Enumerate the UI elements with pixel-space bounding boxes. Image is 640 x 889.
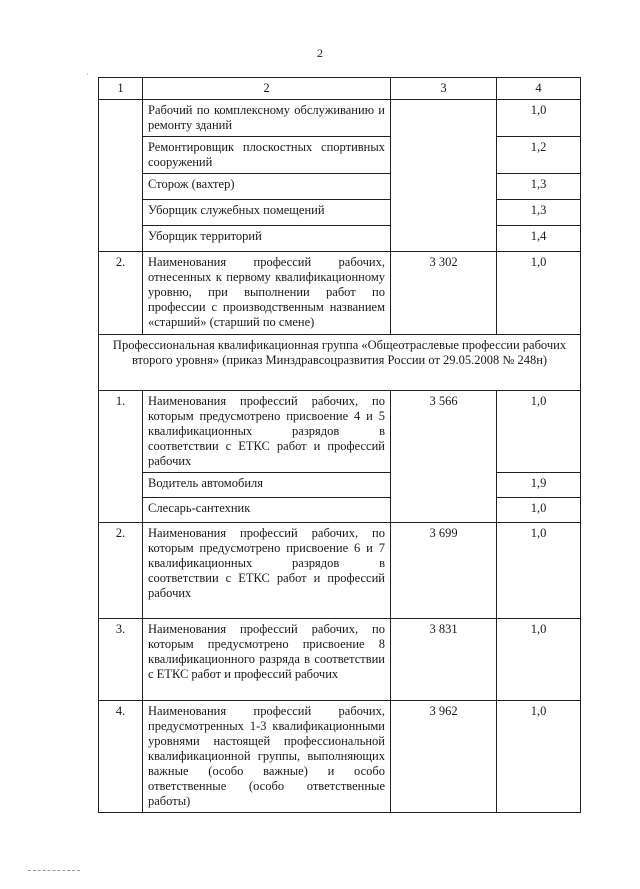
header-row — [99, 78, 581, 100]
table-row — [99, 619, 581, 701]
coef-value: 1,3 — [497, 174, 581, 200]
coef-value: 1,4 — [497, 226, 581, 252]
coef-value: 1,0 — [497, 391, 581, 473]
profession-group-name: Наименования профессий рабочих, по которым предусмотрено присвоение 8 квалификационного разряда в соответствии с ЕТКС работ и профессий рабочих — [143, 619, 391, 701]
group-title: Профессиональная квалификационная группа «Общеотраслевые профессии рабочих второго уровня» (приказ Минздравсоцразвития России от 29.05.2008 № 248н) — [99, 335, 581, 391]
profession-name: Слесарь-сантехник — [143, 498, 391, 523]
table-row — [99, 100, 581, 137]
profession-name: Рабочий по комплексному обслуживанию и ремонту зданий — [143, 100, 391, 137]
row-number: 2. — [99, 252, 143, 335]
coef-value: 1,3 — [497, 200, 581, 226]
salary-value: 3 302 — [391, 252, 497, 335]
row-number: 2. — [99, 523, 143, 619]
coef-value: 1,0 — [497, 619, 581, 701]
table-row — [99, 226, 581, 252]
profession-group-name: Наименования профессий рабочих, предусмотренных 1-3 квалификационными уровнями настоящей профессиональной квалификационной группы, выполняющих важные (особо важные) и особо ответственные (особо ответственные работы) — [143, 701, 391, 813]
salary-value: 3 566 — [391, 391, 497, 523]
header-col-3: 3 — [391, 78, 497, 100]
salary-table — [98, 77, 581, 813]
header-col-2: 2 — [143, 78, 391, 100]
salary-value: 3 962 — [391, 701, 497, 813]
row-number: 1. — [99, 391, 143, 523]
salary-value: 3 699 — [391, 523, 497, 619]
table-row — [99, 137, 581, 174]
table-row — [99, 498, 581, 523]
table-row — [99, 252, 581, 335]
profession-group-name: Наименования профессий рабочих, по которым предусмотрено присвоение 4 и 5 квалификационных разрядов в соответствии с ЕТКС работ и профессий рабочих — [143, 391, 391, 473]
salary-value: 3 831 — [391, 619, 497, 701]
table-row — [99, 701, 581, 813]
scan-edge-mark — [28, 870, 80, 871]
profession-name: Сторож (вахтер) — [143, 174, 391, 200]
coef-value: 1,0 — [497, 701, 581, 813]
row-number: 4. — [99, 701, 143, 813]
profession-group-name: Наименования профессий рабочих, по которым предусмотрено присвоение 6 и 7 квалификационных разрядов в соответствии с ЕТКС работ и профессий рабочих — [143, 523, 391, 619]
profession-name: Ремонтировщик плоскостных спортивных сооружений — [143, 137, 391, 174]
profession-name: Уборщик служебных помещений — [143, 200, 391, 226]
coef-value: 1,0 — [497, 498, 581, 523]
table-row — [99, 391, 581, 473]
table-row — [99, 473, 581, 498]
profession-name: Уборщик территорий — [143, 226, 391, 252]
profession-group-name: Наименования профессий рабочих, отнесенных к первому квалификационному уровню, при выполнении работ по профессии с производственным названием «старший» (старший по смене) — [143, 252, 391, 335]
merged-num-cell — [99, 100, 143, 252]
table-row — [99, 200, 581, 226]
page-number: 2 — [317, 46, 323, 60]
header-col-4: 4 — [497, 78, 581, 100]
header-col-1: 1 — [99, 78, 143, 100]
coef-value: 1,0 — [497, 100, 581, 137]
coef-value: 1,9 — [497, 473, 581, 498]
merged-salary-cell — [391, 100, 497, 252]
coef-value: 1,0 — [497, 252, 581, 335]
profession-name: Водитель автомобиля — [143, 473, 391, 498]
row-number: 3. — [99, 619, 143, 701]
coef-value: 1,2 — [497, 137, 581, 174]
group-title-row — [99, 335, 581, 391]
table-row — [99, 523, 581, 619]
scan-dot: · — [86, 70, 89, 79]
coef-value: 1,0 — [497, 523, 581, 619]
table-row — [99, 174, 581, 200]
